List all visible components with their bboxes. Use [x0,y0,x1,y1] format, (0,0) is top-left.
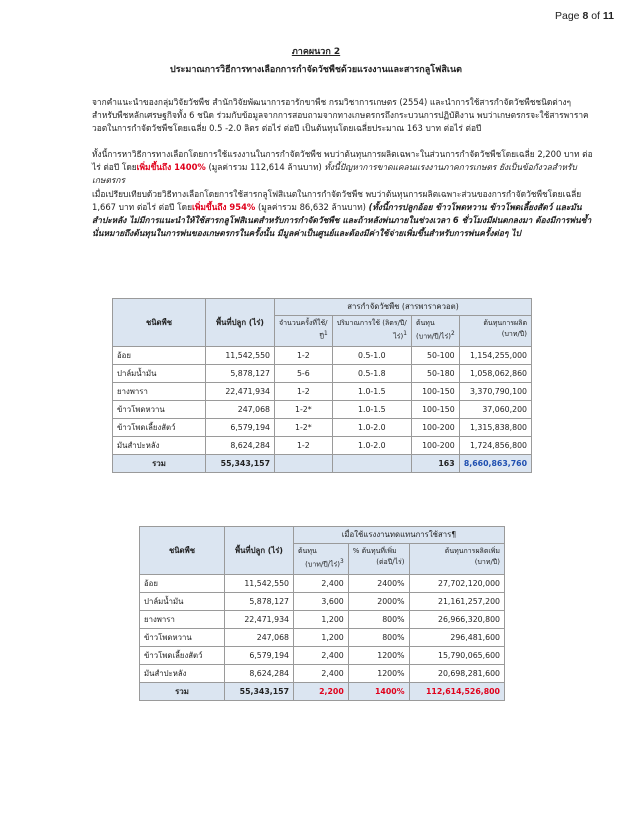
cell-area: 11,542,550 [206,347,275,365]
table-row [140,629,505,647]
cell-cost: 2,400 [294,665,349,683]
cell-cost: 1,200 [294,611,349,629]
cell-pct: 2400% [348,575,409,593]
table1-prod-header: ต้นทุนการผลิต (บาท/ปี) [459,316,531,347]
cell-area: 6,579,194 [206,419,275,437]
cell-pct: 800% [348,611,409,629]
table2-cost-header: ต้นทุน (บาท/ปี/ไร่)$^3$ [294,544,349,575]
cell-times: 1-2 [275,437,333,455]
document-title: ประมาณการวิธีการทางเลือกการกำจัดวัชพืชด้วยแรงงานและสารกลูโฟสิเนต [170,65,462,75]
cell-prod: 1,724,856,800 [459,437,531,455]
table1-group-header: สารกำจัดวัชพืช (สารพาราควอต) [275,299,532,316]
cell-times: 1-2 [275,347,333,365]
table2-total-area: 55,343,157 [225,683,294,701]
cell-pct: 2000% [348,593,409,611]
table-row [113,437,532,455]
table2-total-cost: 2,200 [294,683,349,701]
table2-pct-header: % ต้นทุนที่เพิ่ม (ต่อปี/ไร่) [348,544,409,575]
cell-area: 247,068 [206,401,275,419]
cell-area: 22,471,934 [225,611,294,629]
cell-area: 11,542,550 [225,575,294,593]
table1-times-header: จำนวนครั้งที่ใช้/ ปี$^1$ [275,316,333,347]
paragraph-1-text: จากคำแนะนำของกลุ่มวิจัยวัชพืช สำนักวิจัยพัฒนาการอารักขาพืช กรมวิชาการเกษตร (2554) และนำการใช้สารกำจัดวัชพืชชนิดต่างๆ สำหรับพืชหลักเศรษฐกิจทั้ง 6 ชนิด ร่วมกับข้อมูลจากการสอบถามจากทางเกษตรกรถึงกระบวนการปฏิบัติงาน พบว่าเกษตรกรจะใช้สารพาราควอตในการกำจัดวัชพืชโดยเฉลี่ย 0.5 -2.0 ลิตร ต่อไร่ ต่อปี เป็นต้นทุนโดยเฉลี่ยประมาณ 163 บาท ต่อไร่ ต่อปี [92,97,589,133]
paragraph-2 [62,148,594,187]
table-row [113,419,532,437]
cell-crop: อ้อย [140,575,225,593]
cell-crop: มันสำปะหลัง [113,437,206,455]
cell-pct: 800% [348,629,409,647]
table1-total-row [113,455,532,473]
cell-qty: 1.0-2.0 [332,419,411,437]
table1-cost-header: ต้นทุน (บาท/ปี/ไร่)$^2$ [411,316,459,347]
cell-prod: 15,790,065,600 [409,647,504,665]
table2-crop-header: ชนิดพืช [140,527,225,575]
cell-times: 1-2 [275,383,333,401]
cell-crop: ยางพารา [113,383,206,401]
cell-prod: 21,161,257,200 [409,593,504,611]
cell-prod: 26,966,320,800 [409,611,504,629]
table1-qty-header: ปริมาณการใช้ (ลิตร/ปี/ ไร่)$^1$ [332,316,411,347]
cell-prod: 1,058,062,860 [459,365,531,383]
cell-cost: 50-100 [411,347,459,365]
cell-crop: มันสำปะหลัง [140,665,225,683]
cell-prod: 27,702,120,000 [409,575,504,593]
cell-crop: ข้าวโพดหวาน [113,401,206,419]
cell-crop: อ้อย [113,347,206,365]
cell-crop: ปาล์มน้ำมัน [140,593,225,611]
cell-cost: 100-200 [411,437,459,455]
table1-total-section [113,455,532,473]
cell-crop: ยางพารา [140,611,225,629]
cell-cost: 100-150 [411,401,459,419]
table2-prod-header: ต้นทุนการผลิตเพิ่ม (บาท/ปี) [409,544,504,575]
cell-qty: 0.5-1.0 [332,347,411,365]
table1-body [113,347,532,455]
paraquat-cost-table [112,298,532,473]
cell-prod: 1,315,838,800 [459,419,531,437]
cell-prod: 37,060,200 [459,401,531,419]
cell-prod: 1,154,255,000 [459,347,531,365]
table2-area-header: พื้นที่ปลูก (ไร่) [225,527,294,575]
paragraph-3-text: เมื่อเปรียบเทียบด้วยวิธีทางเลือกโดยการใช้สารกลูโฟสิเนตในการกำจัดวัชพืช พบว่าต้นทุนการผลิตเฉพาะส่วนของการกำจัดวัชพืชโดยเฉลี่ย 1,667 บาท ต่อไร่ ต่อปี โดยเพิ่มขึ้นถึง 954% (มูลค่ารวม 86,632 ล้านบาท) (ทั้งนี้การปลูกอ้อย ข้าวโพดหวาน ข้าวโพดเลี้ยงสัตว์ และมันสำปะหลัง ไม่มีการแนะนำให้ใช้สารกลูโฟสิเนตสำหรับการกำจัดวัชพืช และถ้าหลังพ่นภายในช่วงเวลา 6 ชั่วโมงมีฝนตกลงมา ต้องมีการพ่นซ้ำ นั่นหมายถึงต้นทุนในการพ่นของเกษตรกรในครั้งนั้น มีมูลค่าเป็นศูนย์และต้องมีค่าใช้จ่ายเพิ่มขึ้นสำหรับการพ่นครั้งต่อๆ ไป [92,189,592,238]
table-row [113,401,532,419]
cell-times: 1-2* [275,401,333,419]
cell-area: 5,878,127 [206,365,275,383]
table2-body [140,575,505,683]
cell-crop: ปาล์มน้ำมัน [113,365,206,383]
table2-total-section [140,683,505,701]
table2-total-pct: 1400% [348,683,409,701]
table-row [113,347,532,365]
cell-area: 6,579,194 [225,647,294,665]
table-row [140,665,505,683]
table2-total-prod: 112,614,526,800 [409,683,504,701]
table-row [140,575,505,593]
cell-qty: 1.0-2.0 [332,437,411,455]
cell-qty: 1.0-1.5 [332,401,411,419]
table-row [113,365,532,383]
paragraph-1 [62,96,594,135]
cell-qty: 1.0-1.5 [332,383,411,401]
table2-total-row [140,683,505,701]
cell-prod: 20,698,281,600 [409,665,504,683]
cell-cost: 3,600 [294,593,349,611]
increase-954-text: เพิ่มขึ้นถึง 954% [191,202,256,212]
cell-area: 247,068 [225,629,294,647]
table-row [113,383,532,401]
cell-cost: 2,400 [294,575,349,593]
page-number: Page 8 of 11 [555,10,614,22]
cell-cost: 2,400 [294,647,349,665]
table1-crop-header: ชนิดพืช [113,299,206,347]
paragraph-2-text: ทั้งนี้การหาวิธีการทางเลือกโดยการใช้แรงงานในการกำจัดวัชพืช พบว่าต้นทุนการผลิตเฉพาะในส่วนการกำจัดวัชพืชโดยเฉลี่ย 2,200 บาท ต่อไร่ ต่อปี โดยเพิ่มขึ้นถึง 1400% (มูลค่ารวม 112,614 ล้านบาท) ทั้งนี้ปัญหาการขาดแคลนแรงงานภาคการเกษตร ยังเป็นข้อกังวลสำหรับเกษตรกร [92,149,593,185]
cell-prod: 296,481,600 [409,629,504,647]
cell-crop: ข้าวโพดเลี้ยงสัตว์ [140,647,225,665]
cell-pct: 1200% [348,665,409,683]
cell-qty: 0.5-1.8 [332,365,411,383]
cell-area: 8,624,284 [206,437,275,455]
cell-prod: 3,370,790,100 [459,383,531,401]
cell-cost: 1,200 [294,629,349,647]
table1-area-header: พื้นที่ปลูก (ไร่) [206,299,275,347]
increase-1400-text: เพิ่มขึ้นถึง 1400% [136,162,206,172]
cell-times: 1-2* [275,419,333,437]
appendix-title: ภาคผนวก 2 [291,47,341,57]
paragraph-3 [62,188,594,240]
table2-total-label: รวม [140,683,225,701]
cell-cost: 100-150 [411,383,459,401]
table-row [140,647,505,665]
cell-pct: 1200% [348,647,409,665]
table-row [140,611,505,629]
cell-area: 8,624,284 [225,665,294,683]
cell-cost: 50-180 [411,365,459,383]
cell-cost: 100-200 [411,419,459,437]
cell-area: 5,878,127 [225,593,294,611]
table2-group-header: เมื่อใช้แรงงานทดแทนการใช้สาร¶ [294,527,505,544]
cell-times: 5-6 [275,365,333,383]
cell-crop: ข้าวโพดหวาน [140,629,225,647]
table1-total-cost: 163 [411,455,459,473]
table-row [140,593,505,611]
table1-total-label: รวม [113,455,206,473]
cell-crop: ข้าวโพดเลี้ยงสัตว์ [113,419,206,437]
cell-area: 22,471,934 [206,383,275,401]
table1-total-area: 55,343,157 [206,455,275,473]
table1-total-prod: 8,660,863,760 [459,455,531,473]
labor-cost-table [139,526,505,701]
